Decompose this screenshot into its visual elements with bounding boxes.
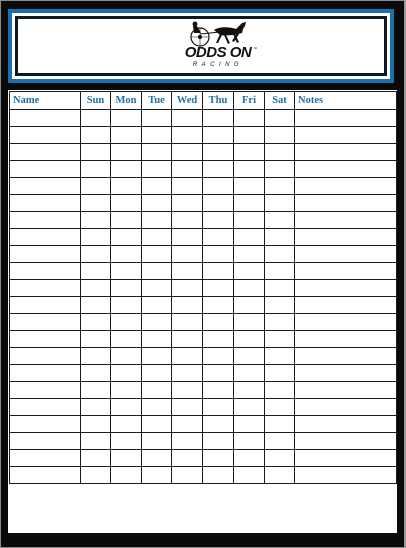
cell-mon (111, 195, 142, 212)
cell-fri (234, 110, 265, 127)
cell-wed (172, 297, 203, 314)
cell-wed (172, 161, 203, 178)
cell-thu (203, 331, 234, 348)
column-header-wed: Wed (172, 92, 203, 110)
cell-thu (203, 297, 234, 314)
cell-tue (142, 382, 172, 399)
cell-sun (81, 331, 111, 348)
column-header-name: Name (10, 92, 81, 110)
table-row (10, 229, 397, 246)
column-header-mon: Mon (111, 92, 142, 110)
cell-notes (295, 229, 397, 246)
cell-sat (265, 280, 295, 297)
cell-sat (265, 297, 295, 314)
cell-sat (265, 433, 295, 450)
cell-sat (265, 161, 295, 178)
cell-fri (234, 280, 265, 297)
table-row (10, 280, 397, 297)
cell-sat (265, 178, 295, 195)
cell-fri (234, 348, 265, 365)
cell-tue (142, 246, 172, 263)
cell-wed (172, 195, 203, 212)
column-header-tue: Tue (142, 92, 172, 110)
cell-name (10, 144, 81, 161)
cell-sat (265, 450, 295, 467)
cell-sat (265, 348, 295, 365)
cell-notes (295, 144, 397, 161)
cell-tue (142, 314, 172, 331)
cell-notes (295, 450, 397, 467)
cell-thu (203, 212, 234, 229)
cell-wed (172, 365, 203, 382)
table-row (10, 263, 397, 280)
cell-wed (172, 348, 203, 365)
table-row (10, 433, 397, 450)
cell-thu (203, 450, 234, 467)
cell-thu (203, 246, 234, 263)
cell-sun (81, 348, 111, 365)
table-row (10, 144, 397, 161)
cell-tue (142, 212, 172, 229)
cell-thu (203, 416, 234, 433)
cell-thu (203, 144, 234, 161)
cell-notes (295, 416, 397, 433)
cell-fri (234, 195, 265, 212)
cell-mon (111, 297, 142, 314)
svg-text:ODDS ON: ODDS ON (184, 44, 252, 61)
cell-mon (111, 382, 142, 399)
table-row (10, 195, 397, 212)
cell-wed (172, 433, 203, 450)
cell-wed (172, 416, 203, 433)
cell-mon (111, 348, 142, 365)
header-row (10, 92, 397, 110)
schedule-rows (10, 110, 397, 484)
cell-thu (203, 433, 234, 450)
cell-thu (203, 178, 234, 195)
cell-fri (234, 433, 265, 450)
cell-fri (234, 229, 265, 246)
column-header-notes: Notes (295, 92, 397, 110)
cell-notes (295, 178, 397, 195)
cell-fri (234, 450, 265, 467)
cell-thu (203, 263, 234, 280)
cell-notes (295, 297, 397, 314)
cell-sun (81, 314, 111, 331)
cell-notes (295, 161, 397, 178)
cell-fri (234, 178, 265, 195)
cell-notes (295, 195, 397, 212)
cell-notes (295, 127, 397, 144)
cell-fri (234, 382, 265, 399)
cell-tue (142, 263, 172, 280)
cell-sun (81, 280, 111, 297)
cell-tue (142, 416, 172, 433)
cell-fri (234, 246, 265, 263)
cell-tue (142, 365, 172, 382)
cell-mon (111, 416, 142, 433)
table-row (10, 212, 397, 229)
cell-sat (265, 127, 295, 144)
cell-name (10, 178, 81, 195)
cell-fri (234, 297, 265, 314)
cell-sat (265, 212, 295, 229)
cell-sun (81, 365, 111, 382)
cell-tue (142, 127, 172, 144)
column-header-thu: Thu (203, 92, 234, 110)
cell-wed (172, 127, 203, 144)
banner-inner-border (15, 16, 387, 76)
cell-fri (234, 467, 265, 484)
cell-fri (234, 127, 265, 144)
cell-sat (265, 365, 295, 382)
cell-wed (172, 314, 203, 331)
cell-notes (295, 365, 397, 382)
cell-fri (234, 365, 265, 382)
cell-tue (142, 450, 172, 467)
cell-thu (203, 280, 234, 297)
column-header-sat: Sat (265, 92, 295, 110)
cell-wed (172, 467, 203, 484)
cell-mon (111, 467, 142, 484)
cell-mon (111, 450, 142, 467)
cell-fri (234, 212, 265, 229)
cell-name (10, 450, 81, 467)
cell-sat (265, 110, 295, 127)
cell-mon (111, 365, 142, 382)
cell-tue (142, 297, 172, 314)
cell-sat (265, 144, 295, 161)
column-header-sun: Sun (81, 92, 111, 110)
cell-sat (265, 263, 295, 280)
cell-sun (81, 416, 111, 433)
cell-tue (142, 399, 172, 416)
cell-mon (111, 246, 142, 263)
cell-tue (142, 331, 172, 348)
table-row (10, 161, 397, 178)
cell-fri (234, 161, 265, 178)
table-row (10, 365, 397, 382)
cell-thu (203, 229, 234, 246)
cell-sat (265, 467, 295, 484)
cell-sat (265, 314, 295, 331)
schedule-sheet (8, 90, 397, 533)
table-row (10, 450, 397, 467)
table-row (10, 297, 397, 314)
cell-tue (142, 144, 172, 161)
cell-fri (234, 331, 265, 348)
cell-name (10, 399, 81, 416)
cell-tue (142, 280, 172, 297)
cell-fri (234, 416, 265, 433)
svg-text:™: ™ (253, 46, 257, 51)
cell-thu (203, 467, 234, 484)
cell-name (10, 467, 81, 484)
cell-sat (265, 331, 295, 348)
cell-fri (234, 144, 265, 161)
cell-fri (234, 314, 265, 331)
cell-notes (295, 433, 397, 450)
cell-wed (172, 229, 203, 246)
cell-sun (81, 178, 111, 195)
cell-mon (111, 229, 142, 246)
cell-name (10, 416, 81, 433)
cell-sun (81, 144, 111, 161)
svg-text:RACING: RACING (192, 62, 244, 68)
harness-racing-horse-icon (176, 21, 260, 71)
cell-thu (203, 399, 234, 416)
cell-sun (81, 110, 111, 127)
cell-sun (81, 229, 111, 246)
table-row (10, 382, 397, 399)
cell-sat (265, 229, 295, 246)
cell-name (10, 246, 81, 263)
cell-mon (111, 399, 142, 416)
cell-name (10, 365, 81, 382)
cell-wed (172, 450, 203, 467)
cell-name (10, 314, 81, 331)
cell-sat (265, 399, 295, 416)
cell-notes (295, 331, 397, 348)
cell-name (10, 212, 81, 229)
cell-sun (81, 467, 111, 484)
cell-tue (142, 161, 172, 178)
cell-sat (265, 195, 295, 212)
cell-tue (142, 110, 172, 127)
cell-mon (111, 280, 142, 297)
cell-sun (81, 450, 111, 467)
cell-notes (295, 467, 397, 484)
table-row (10, 348, 397, 365)
odds-on-racing-logo (176, 21, 260, 71)
cell-mon (111, 144, 142, 161)
cell-fri (234, 263, 265, 280)
cell-notes (295, 263, 397, 280)
cell-name (10, 263, 81, 280)
cell-notes (295, 382, 397, 399)
cell-sun (81, 399, 111, 416)
cell-wed (172, 246, 203, 263)
cell-sun (81, 433, 111, 450)
table-row (10, 110, 397, 127)
cell-sun (81, 212, 111, 229)
cell-sun (81, 246, 111, 263)
cell-thu (203, 348, 234, 365)
cell-sun (81, 297, 111, 314)
table-row (10, 314, 397, 331)
cell-mon (111, 110, 142, 127)
cell-name (10, 297, 81, 314)
banner-panel (18, 19, 384, 73)
cell-name (10, 127, 81, 144)
cell-notes (295, 348, 397, 365)
cell-wed (172, 382, 203, 399)
table-row (10, 416, 397, 433)
cell-thu (203, 110, 234, 127)
table-row (10, 467, 397, 484)
cell-notes (295, 399, 397, 416)
table-row (10, 127, 397, 144)
cell-mon (111, 263, 142, 280)
cell-sun (81, 127, 111, 144)
cell-mon (111, 212, 142, 229)
logo-banner (8, 9, 394, 83)
cell-wed (172, 399, 203, 416)
cell-sat (265, 246, 295, 263)
cell-name (10, 433, 81, 450)
cell-thu (203, 382, 234, 399)
cell-sun (81, 195, 111, 212)
cell-tue (142, 178, 172, 195)
table-row (10, 246, 397, 263)
cell-name (10, 348, 81, 365)
cell-name (10, 280, 81, 297)
cell-wed (172, 110, 203, 127)
cell-notes (295, 110, 397, 127)
cell-notes (295, 314, 397, 331)
cell-name (10, 331, 81, 348)
cell-sat (265, 416, 295, 433)
cell-sun (81, 161, 111, 178)
cell-tue (142, 195, 172, 212)
cell-wed (172, 212, 203, 229)
cell-notes (295, 280, 397, 297)
cell-mon (111, 127, 142, 144)
cell-sun (81, 263, 111, 280)
cell-mon (111, 331, 142, 348)
cell-sun (81, 382, 111, 399)
cell-wed (172, 144, 203, 161)
cell-notes (295, 246, 397, 263)
cell-wed (172, 263, 203, 280)
cell-thu (203, 314, 234, 331)
cell-tue (142, 229, 172, 246)
cell-mon (111, 433, 142, 450)
cell-name (10, 229, 81, 246)
table-row (10, 399, 397, 416)
cell-sat (265, 382, 295, 399)
cell-wed (172, 280, 203, 297)
cell-name (10, 382, 81, 399)
cell-thu (203, 161, 234, 178)
cell-name (10, 161, 81, 178)
table-row (10, 331, 397, 348)
cell-mon (111, 314, 142, 331)
cell-notes (295, 212, 397, 229)
cell-name (10, 195, 81, 212)
cell-thu (203, 195, 234, 212)
cell-wed (172, 331, 203, 348)
cell-fri (234, 399, 265, 416)
cell-mon (111, 178, 142, 195)
cell-tue (142, 348, 172, 365)
cell-name (10, 110, 81, 127)
cell-mon (111, 161, 142, 178)
table-row (10, 178, 397, 195)
cell-tue (142, 433, 172, 450)
weekly-schedule-grid (9, 91, 397, 484)
cell-wed (172, 178, 203, 195)
column-header-fri: Fri (234, 92, 265, 110)
cell-thu (203, 365, 234, 382)
cell-thu (203, 127, 234, 144)
cell-tue (142, 467, 172, 484)
